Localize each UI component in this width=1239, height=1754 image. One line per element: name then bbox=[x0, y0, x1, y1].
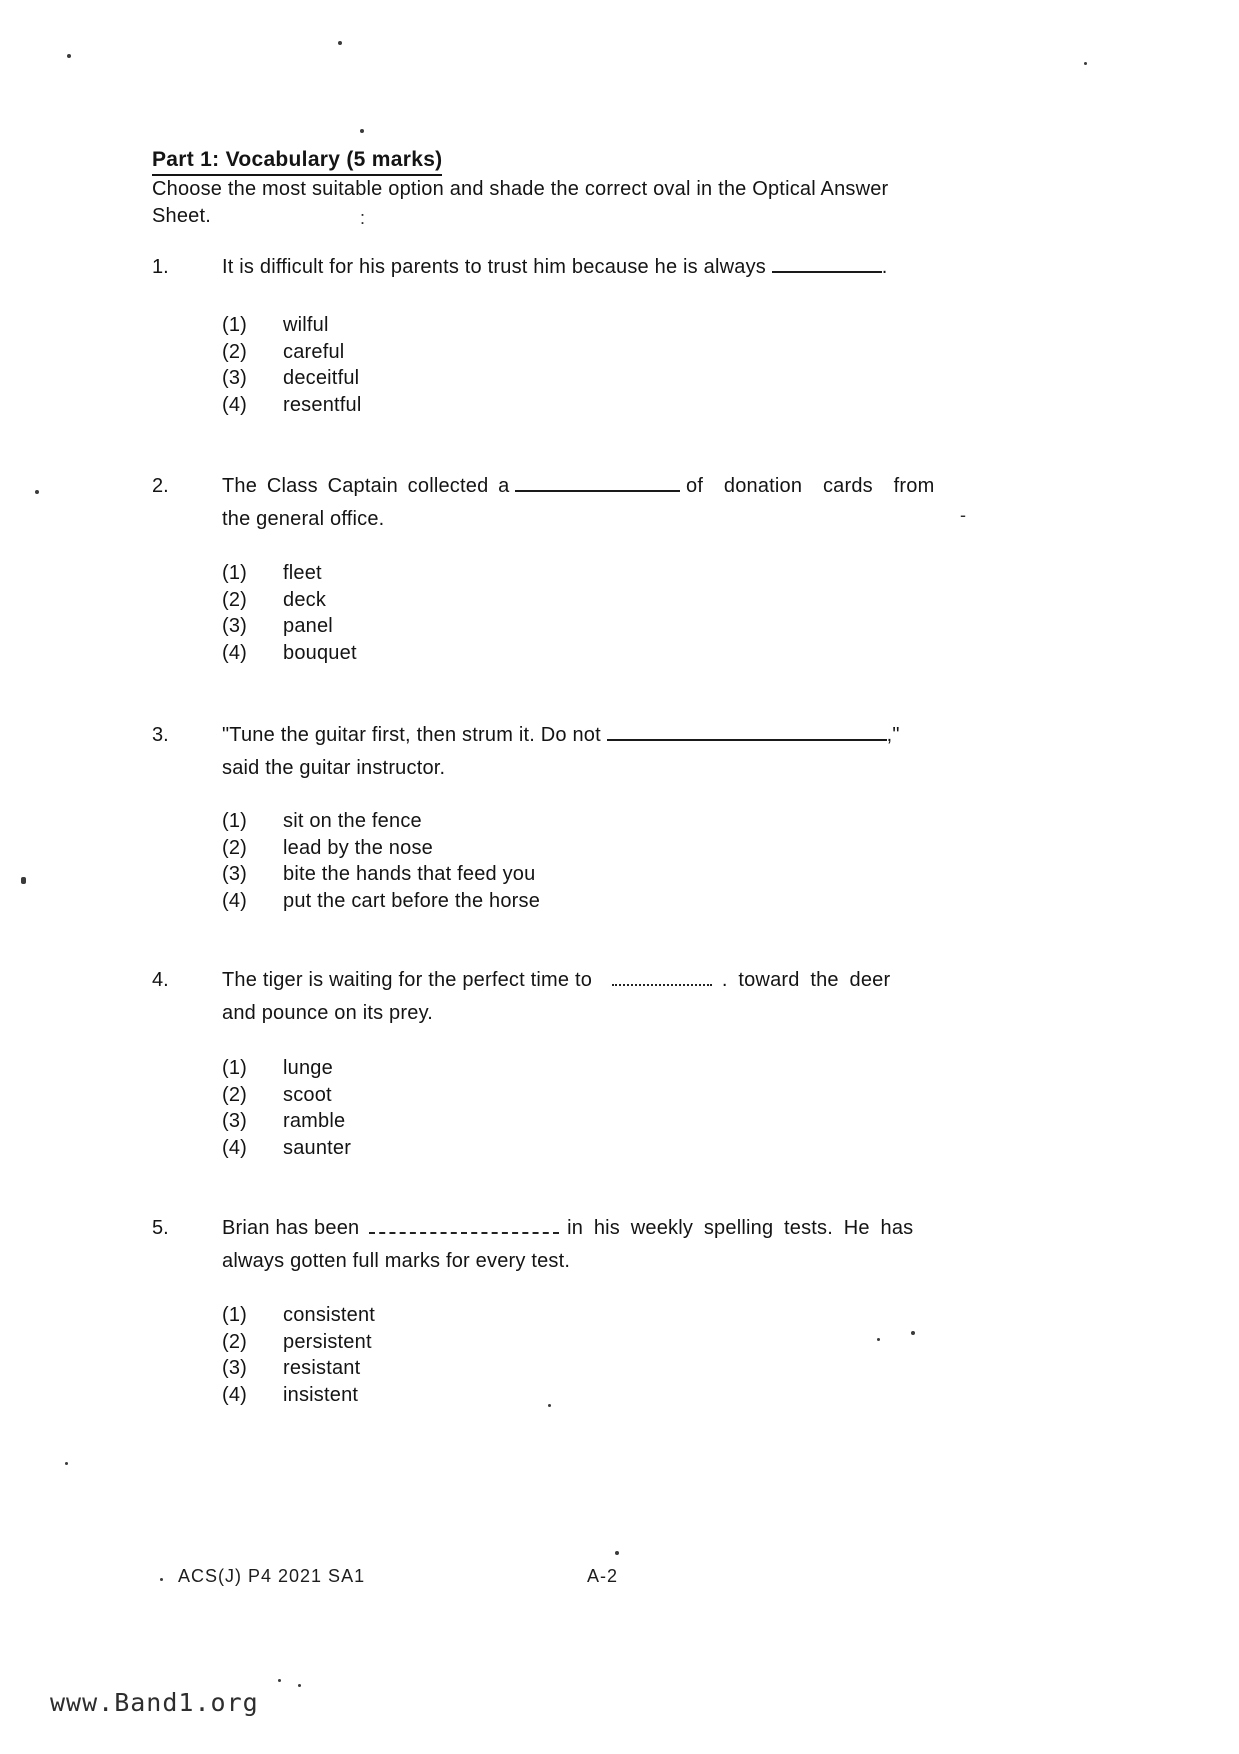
option-label: resistant bbox=[283, 1357, 361, 1379]
question-number: 5. bbox=[152, 1217, 169, 1239]
option-number: (4) bbox=[222, 889, 248, 912]
question-text-line2: and pounce on its prey. bbox=[222, 1002, 434, 1024]
option-label: lunge bbox=[283, 1057, 333, 1079]
question-text-line2: said the guitar instructor. bbox=[222, 757, 446, 779]
option-row bbox=[222, 1331, 375, 1358]
instructions bbox=[152, 176, 992, 230]
option-row bbox=[222, 1357, 375, 1384]
question-1 bbox=[152, 251, 1092, 284]
options-2 bbox=[222, 562, 357, 668]
option-number: (2) bbox=[222, 588, 248, 611]
option-row bbox=[222, 367, 362, 394]
option-label: saunter bbox=[283, 1136, 352, 1159]
question-text: The tiger is waiting for the perfect time to . toward the deer and pounce on its prey. bbox=[222, 964, 1092, 1030]
answer-blank bbox=[612, 970, 712, 986]
question-4 bbox=[152, 964, 1092, 1030]
option-label: resentful bbox=[283, 393, 362, 416]
option-row bbox=[222, 863, 540, 890]
option-number: (3) bbox=[222, 863, 248, 885]
option-number: (2) bbox=[222, 836, 248, 859]
option-row bbox=[222, 642, 357, 669]
option-label: ramble bbox=[283, 1110, 346, 1132]
question-number: 1. bbox=[152, 256, 169, 278]
option-label: bite the hands that feed you bbox=[283, 863, 536, 885]
question-5 bbox=[152, 1212, 1092, 1278]
watermark: www.Band1.org bbox=[50, 1688, 259, 1717]
scan-speck bbox=[21, 877, 26, 884]
scan-speck bbox=[160, 1578, 163, 1581]
scan-speck bbox=[298, 1684, 301, 1687]
option-label: deck bbox=[283, 588, 327, 611]
question-text-line2: the general office. bbox=[222, 508, 385, 530]
options-4 bbox=[222, 1057, 351, 1163]
scan-speck bbox=[35, 490, 39, 494]
question-number: 2. bbox=[152, 475, 169, 497]
options-5 bbox=[222, 1304, 375, 1410]
option-number: (4) bbox=[222, 393, 248, 416]
option-number: (1) bbox=[222, 562, 248, 584]
option-number: (1) bbox=[222, 1304, 248, 1326]
option-number: (3) bbox=[222, 1110, 248, 1132]
option-label: fleet bbox=[283, 562, 322, 584]
page-title: Part 1: Vocabulary (5 marks) bbox=[152, 148, 442, 176]
options-1 bbox=[222, 314, 362, 420]
option-row bbox=[222, 1137, 351, 1164]
footer-doc-code: ACS(J) P4 2021 SA1 bbox=[178, 1566, 366, 1586]
option-row bbox=[222, 890, 540, 917]
option-label: put the cart before the horse bbox=[283, 889, 541, 912]
scan-speck bbox=[911, 1331, 915, 1335]
answer-blank bbox=[772, 257, 882, 273]
option-number: (1) bbox=[222, 1057, 248, 1079]
option-label: consistent bbox=[283, 1304, 376, 1326]
question-text-line2: always gotten full marks for every test. bbox=[222, 1250, 571, 1272]
option-row bbox=[222, 589, 357, 616]
option-number: (4) bbox=[222, 1136, 248, 1159]
options-3 bbox=[222, 810, 540, 916]
scan-speck bbox=[65, 1462, 68, 1465]
option-number: (3) bbox=[222, 367, 248, 389]
scan-speck bbox=[67, 54, 71, 58]
option-number: (2) bbox=[222, 1330, 248, 1353]
option-label: deceitful bbox=[283, 367, 360, 389]
stray-colon-mark: : bbox=[360, 208, 366, 228]
scan-speck bbox=[548, 1404, 551, 1407]
instructions-line2: Sheet. bbox=[152, 205, 212, 227]
option-label: panel bbox=[283, 615, 333, 637]
answer-blank bbox=[515, 476, 680, 492]
option-label: persistent bbox=[283, 1330, 372, 1353]
option-row bbox=[222, 615, 357, 642]
option-number: (4) bbox=[222, 1383, 248, 1406]
option-row bbox=[222, 1057, 351, 1084]
scan-speck bbox=[615, 1551, 619, 1555]
question-number: 3. bbox=[152, 724, 169, 746]
footer-page-number: A-2 bbox=[587, 1566, 619, 1586]
option-label: bouquet bbox=[283, 641, 357, 664]
option-label: wilful bbox=[283, 314, 329, 336]
option-row bbox=[222, 1304, 375, 1331]
option-number: (2) bbox=[222, 1083, 248, 1106]
option-row bbox=[222, 314, 362, 341]
stray-dash-mark: - bbox=[960, 505, 966, 525]
question-text: It is difficult for his parents to trust him because he is always . bbox=[222, 256, 888, 278]
option-label: lead by the nose bbox=[283, 836, 433, 859]
option-row bbox=[222, 394, 362, 421]
question-text: The Class Captain collected a of donation cards from the general office. bbox=[222, 470, 1092, 536]
option-row bbox=[222, 1110, 351, 1137]
option-label: insistent bbox=[283, 1383, 359, 1406]
question-3 bbox=[152, 719, 1092, 785]
answer-blank bbox=[369, 1218, 559, 1234]
option-label: sit on the fence bbox=[283, 810, 422, 832]
scan-speck bbox=[278, 1679, 281, 1682]
answer-blank bbox=[607, 725, 887, 741]
option-number: (4) bbox=[222, 641, 248, 664]
option-row bbox=[222, 1084, 351, 1111]
option-row bbox=[222, 562, 357, 589]
option-row bbox=[222, 810, 540, 837]
question-text: "Tune the guitar first, then strum it. Do not ," said the guitar instructor. bbox=[222, 719, 1092, 785]
instructions-line1: Choose the most suitable option and shade the correct oval in the Optical Answer bbox=[152, 178, 889, 200]
scan-speck bbox=[877, 1338, 880, 1341]
option-number: (2) bbox=[222, 340, 248, 363]
option-row bbox=[222, 1384, 375, 1411]
option-number: (3) bbox=[222, 1357, 248, 1379]
question-text: Brian has been in his weekly spelling tests. He has always gotten full marks for every test. bbox=[222, 1212, 1092, 1278]
option-number: (3) bbox=[222, 615, 248, 637]
option-label: careful bbox=[283, 340, 345, 363]
option-number: (1) bbox=[222, 810, 248, 832]
option-label: scoot bbox=[283, 1083, 332, 1106]
option-row bbox=[222, 837, 540, 864]
question-2 bbox=[152, 470, 1092, 536]
option-number: (1) bbox=[222, 314, 248, 336]
scan-speck bbox=[338, 41, 342, 45]
question-number: 4. bbox=[152, 969, 169, 991]
scan-speck bbox=[360, 129, 364, 133]
scan-speck bbox=[1084, 62, 1087, 65]
option-row bbox=[222, 341, 362, 368]
